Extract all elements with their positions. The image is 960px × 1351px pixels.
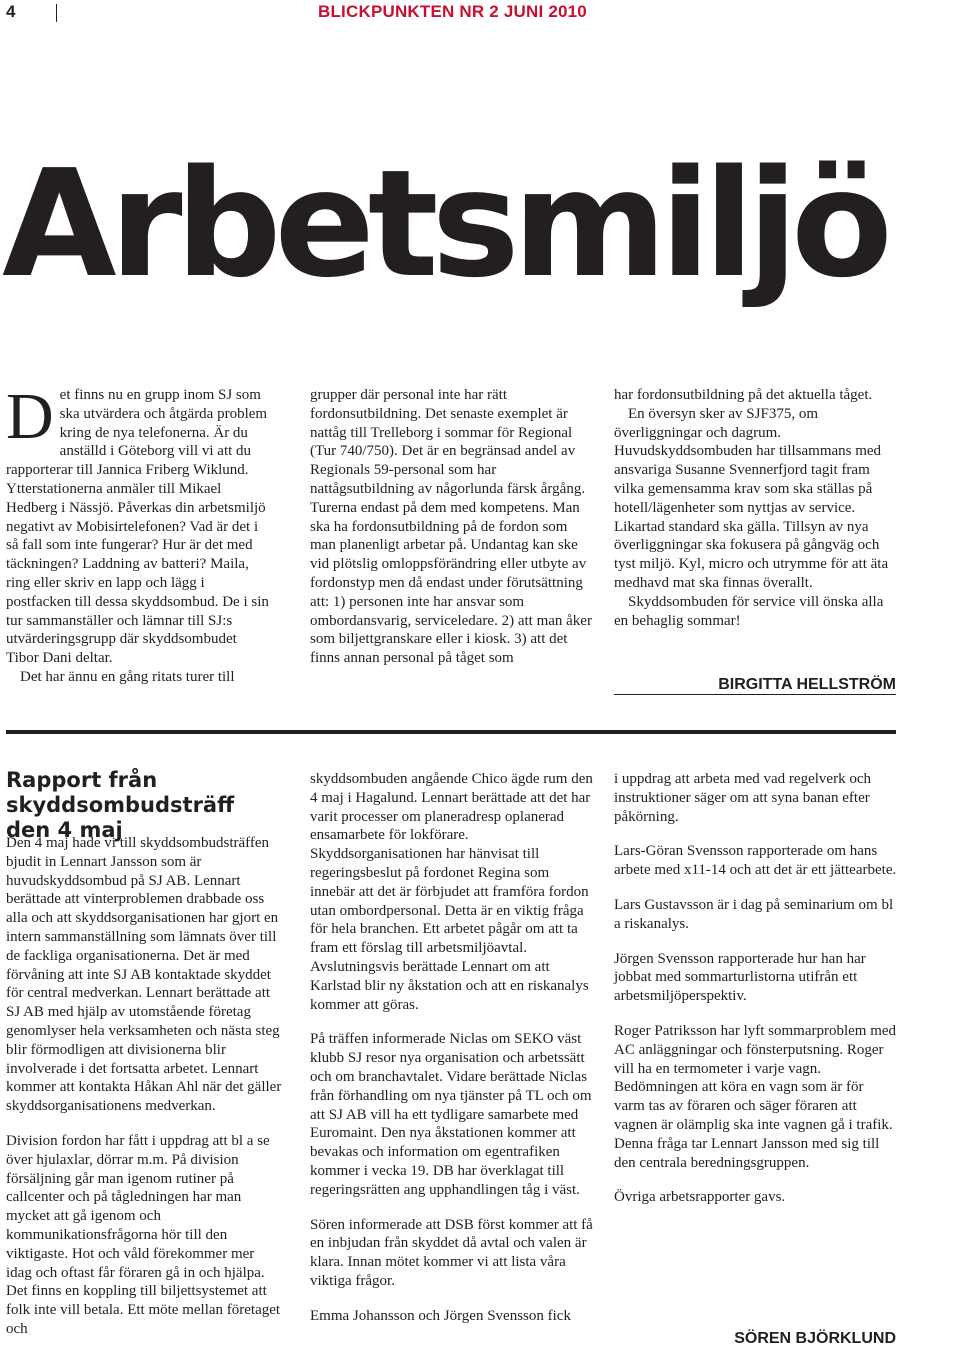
top-article-paragraph: har fordonsutbildning på det aktuella tåget. bbox=[614, 387, 873, 403]
report-paragraph: Sören informerade att DSB först kommer att få en inbjudan från skyddet då avtal och valen är klara. Innan mötet kommer vi att lista våra viktiga frågor. bbox=[310, 1216, 593, 1289]
report-column-2 bbox=[310, 770, 594, 1326]
top-article-column-1 bbox=[6, 380, 272, 687]
report-paragraph: Roger Patriksson har lyft sommarproblem med AC anläggningar och fönsterputsning. Roger vill ha en termometer i varje vagn. Bedömningen att köra en vagn som är för varm tas av föraren och säger föraren att vagnen är olämplig ska inte vagnen gå i trafik. Denna fråga tar Lennart Jansson med sig till den centrala beredningsgruppen. bbox=[614, 1022, 897, 1171]
top-article-column-2 bbox=[310, 386, 594, 668]
top-article-paragraph: Det har ännu en gång ritats turer till bbox=[20, 668, 235, 685]
report-paragraph: På träffen informerade Niclas om SEKO väst klubb SJ resor nya organisation och arbetssätt och om branchavtalet. Vidare berättade Niclas från förhandling om nya tjänster på TL och om att SJ AB vill ha ett tydligare samarbete med Euromaint. Den nya åkstationen kommer att bevakas och information om egentrafiken kommer i vecka 19. DB har överklagat till regeringsrätten ang upphandlingen tåg i väst. bbox=[310, 1031, 592, 1198]
report-paragraph: skyddsombuden angående Chico ägde rum den 4 maj i Hagalund. Lennart berättade att det har varit processer om planeradresp oplanerad ensamarbete för lokförare. Skyddsorganisationen har hänvisat till regeringsbeslut på fordonet Regina som innebär att det är förbjudet att framföra fordon utan ombordpersonal. Detta är en viktig fråga för hela branchen. Ett arbetet pågår om att ta fram ett förslag till arbetsmiljöavtal. Avslutningsvis berättade Lennart om att Karlstad blir ny åkstation och att en riskanalys kommer att göras. bbox=[310, 771, 593, 1013]
report-paragraph: Lars-Göran Svensson rapporterade om hans arbete med x11-14 och att det är ett jättearbete. bbox=[614, 843, 897, 879]
report-paragraph: Emma Johansson och Jörgen Svensson fick bbox=[310, 1307, 571, 1324]
top-article-paragraph: Skyddsombuden för service vill önska alla en behaglig sommar! bbox=[614, 593, 884, 629]
report-column-1 bbox=[6, 834, 282, 1339]
report-paragraph: Division fordon har fått i uppdrag att bl a se över hjulaxlar, dörrar m.m. På division försäljning går man igenom rutiner på callcenter och på tågledningen har man mycket att gå igenom och kommunikationsfrågorna hör till den viktigaste. Hot och våld förekommer mer idag och oftast får föraren gå in och hjälpa. Det finns en koppling till biljettsystemet att folk inte vill betala. Ett möte mellan företaget och bbox=[6, 1132, 281, 1337]
section-heading: Rapport från skyddsombudsträff den 4 maj bbox=[6, 768, 235, 842]
top-article-paragraph: et finns nu en grupp inom SJ som ska utvärdera och åtgärda problem kring de nya telefonerna. Är du anställd i Göteborg vill vi att du rapporterar till Jannica Friberg Wiklund. Ytterstationerna anmäler till Mikael Hedberg i Nässjö. Påverkas din arbetsmiljö negativt av Mobisirtelefonen? Vad är det i så fall som inte fungerar? Hur är det med täckningen? Laddning av batteri? Maila, ring eller skriv en lapp och lägg i postfacken till dessa skyddsombud. De i sin tur sammanställer och lämnar till SJ:s utvärderingsgrupp där skyddsombudet Tibor Dani deltar. bbox=[6, 387, 269, 667]
report-paragraph: Den 4 maj hade vi till skyddsombudsträffen bjudit in Lennart Jansson som är huvudskyddsombud på SJ AB. Lennart berättade att vinterproblemen drabbade oss alla och att skyddsorganisationen har gjort en intern sammanställning som lämnats över till de fackliga organisationerna. Det är med förvåning att inte SJ AB kontaktade skyddet för central medverkan. Lennart berättade att SJ AB med hjälp av utomstående företag genomlyser hela verksamheten och nästa steg blir förmodligen att divisionerna blir involverade i det fortsatta arbetet. Lennart kommer att kontakta Håkan Ahl när det gäller skyddsorganisationens medverkan. bbox=[6, 835, 282, 1115]
report-paragraph: Lars Gustavsson är i dag på seminarium om bl a riskanalys. bbox=[614, 896, 894, 932]
report-paragraph: Jörgen Svensson rapporterade hur han har jobbat med sommarturlistorna utifrån ett arbetsmiljöperspektiv. bbox=[614, 950, 866, 1005]
page-number: 4 bbox=[6, 2, 16, 21]
top-article-column-3 bbox=[614, 386, 898, 630]
author-signature: SÖREN BJÖRKLUND bbox=[734, 1330, 896, 1347]
header-divider bbox=[56, 4, 57, 22]
drop-cap: D bbox=[6, 380, 54, 453]
report-column-3 bbox=[614, 770, 898, 1223]
report-paragraph: Övriga arbetsrapporter gavs. bbox=[614, 1189, 786, 1206]
section-divider bbox=[6, 730, 896, 734]
top-article-paragraph: grupper där personal inte har rätt fordonsutbildning. Det senaste exemplet är nattåg till Trelleborg i sommar för Regional (Tur 740/750). Det är en begränsad andel av Regionals 59-personal som har nattågsutbildning av någorlunda färsk årgång. Turerna endast på dem med kompetens. Man ska ha fordonsutbildning på de fordon som man planenligt arbetar på. Undantag kan ske vid plötslig omloppsförändring eller utbyte av fordonstyp men då endast under förutsättning att: 1) personen inte har ansvar som ombordansvarig, serviceledare. 2) att man åker som biljettgranskare eller i kiosk. 3) att det finns annan personal på tåget som bbox=[310, 387, 592, 667]
report-paragraph: i uppdrag att arbeta med vad regelverk och instruktioner säger om att syna banan efter påkörning. bbox=[614, 771, 871, 825]
signature-rule bbox=[614, 694, 896, 695]
publication-title: BLICKPUNKTEN NR 2 JUNI 2010 bbox=[318, 2, 587, 21]
page-title: Arbetsmiljö bbox=[2, 138, 886, 310]
top-article-paragraph: En översyn sker av SJF375, om överliggningar och dagrum. Huvudskyddsombuden har tillsammans med ansvariga Susanne Svennerfjord tagit fram vilka gemensamma krav som ska ställas på hotell/lägenheter som nyttjas av service. Likartad standard ska gälla. Tillsyn av nya överliggningar ska fokusera på gångväg och tyst miljö. Kyl, micro och utrymme för att äta medhavd mat ska finnas överallt. bbox=[614, 405, 889, 591]
author-signature: BIRGITTA HELLSTRÖM bbox=[718, 676, 896, 693]
